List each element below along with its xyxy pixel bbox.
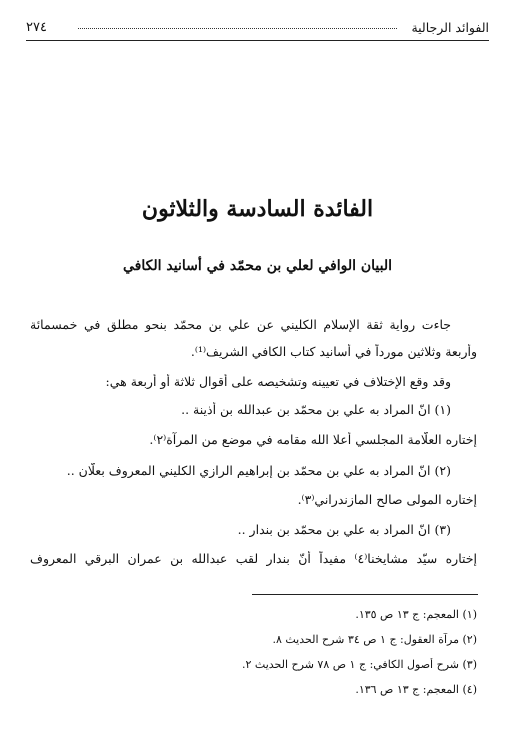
body-line: (٣) انّ المراد به علي بن محمّد بن بندار .. — [237, 522, 451, 537]
body-line: وقد وقع الإختلاف في تعيينه وتشخيصه على أقوال ثلاثة أو أربعة هي: — [105, 374, 451, 389]
footnote-rule — [252, 594, 478, 595]
body-line: إختاره سيّد مشايخنا⁽٤⁾ مفيداً أنّ بندار لقب عبدالله بن عمران البرقي المعروف — [30, 551, 477, 566]
body-line: وأربعة وثلاثين مورداً في أسانيد كتاب الكافي الشريف⁽¹⁾. — [190, 344, 477, 359]
body-line: إختاره المولى صالح المازندراني⁽٣⁾. — [297, 492, 477, 507]
footnote: (٢) مرآة العقول: ج ١ ص ٣٤ شرح الحديث ٨. — [272, 633, 477, 646]
running-header — [26, 20, 489, 42]
body-line: (٢) انّ المراد به علي بن محمّد بن إبراهيم الرازي الكليني المعروف بعلّان .. — [66, 463, 451, 478]
leader-dots — [78, 28, 397, 29]
body-line: إختاره العلّامة المجلسي أعلا الله مقامه في موضع من المرآة⁽٢⁾. — [149, 432, 477, 447]
running-header-title: الفوائد الرجالية — [411, 20, 489, 35]
footnote: (٣) شرح أصول الكافي: ج ١ ص ٧٨ شرح الحديث ٢. — [241, 658, 477, 671]
body-line: جاءت رواية ثقة الإسلام الكليني عن علي بن محمّد بنحوٍ مطلق في خمسمائة — [30, 317, 451, 332]
page-number: ٢٧٤ — [26, 20, 47, 35]
chapter-subtitle: البيان الوافي لعلي بن محمّد في أسانيد الكافي — [123, 258, 392, 274]
footnote: (١) المعجم: ج ١٣ ص ١٣٥. — [355, 608, 477, 621]
header-rule — [26, 40, 489, 41]
footnote: (٤) المعجم: ج ١٣ ص ١٣٦. — [355, 683, 477, 696]
chapter-title: الفائدة السادسة والثلاثون — [141, 196, 374, 222]
body-line: (١) انّ المراد به علي بن محمّد بن عبدالله بن أُذينة .. — [181, 402, 451, 417]
